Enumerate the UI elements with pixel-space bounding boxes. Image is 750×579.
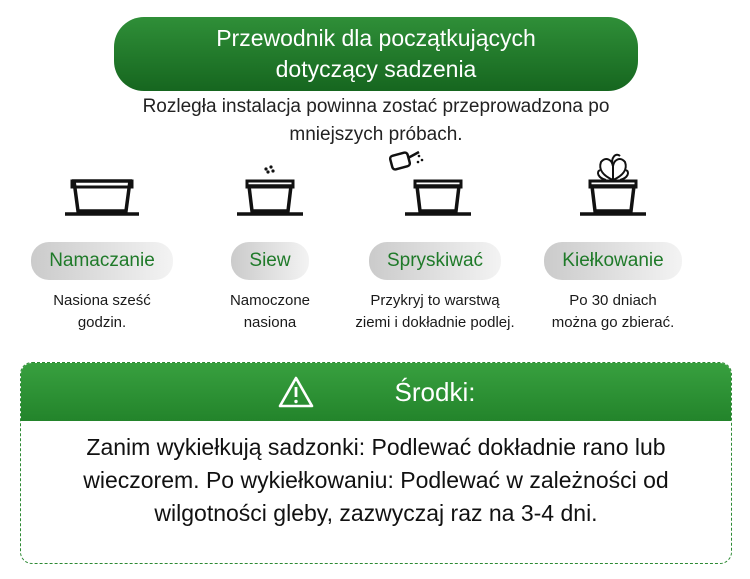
step-desc-sprouting: [523, 290, 703, 334]
precautions-header: [21, 363, 731, 421]
step-desc-sowing: [180, 290, 360, 334]
step-soaking: [12, 150, 192, 334]
step-desc-line-2: ziemi i dokładnie podlej.: [355, 314, 515, 331]
step-sowing: [180, 150, 360, 334]
warning-icon: [277, 375, 315, 409]
step-desc-line-1: Przykryj to warstwą: [370, 292, 500, 309]
precautions-title: Środki:: [394, 376, 476, 407]
step-name-sprouting: Kiełkowanie: [544, 242, 681, 280]
precautions-panel: [20, 362, 732, 564]
pot-icon: [57, 150, 147, 222]
sprouting-plant-pot-icon: [568, 150, 658, 222]
step-desc-line-1: Po 30 dniach: [569, 292, 657, 309]
step-desc-line-2: godzin.: [77, 314, 127, 331]
precautions-body: [21, 421, 731, 530]
precautions-line-2: wieczorem. Po wykiełkowaniu: Podlewać w zależności od: [83, 467, 669, 493]
step-desc-spraying: [345, 290, 525, 334]
step-spraying: [345, 150, 525, 334]
step-desc-line-2: nasiona: [243, 314, 297, 331]
step-desc-line-1: Nasiona sześć: [53, 292, 151, 309]
step-name-spraying: Spryskiwać: [369, 242, 501, 280]
subtitle-line-2: mniejszych próbach.: [289, 124, 463, 145]
subtitle: [60, 93, 692, 149]
watering-can-pot-icon: [385, 150, 485, 222]
precautions-line-3: wilgotności gleby, zazwyczaj raz na 3-4 dni.: [154, 500, 598, 526]
step-desc-line-1: Namoczone: [229, 292, 311, 309]
step-desc-soaking: [12, 290, 192, 334]
subtitle-line-1: Rozległa instalacja powinna zostać przeprowadzona po: [142, 96, 610, 117]
pot-seeds-icon: [225, 150, 315, 222]
title-line-1: Przewodnik dla początkujących: [216, 25, 536, 51]
step-name-soaking: Namaczanie: [31, 242, 173, 280]
title-banner: [114, 17, 638, 91]
step-desc-line-2: można go zbierać.: [551, 314, 675, 331]
step-name-sowing: Siew: [231, 242, 308, 280]
title-line-2: dotyczący sadzenia: [275, 56, 477, 82]
step-sprouting: [523, 150, 703, 334]
precautions-line-1: Zanim wykiełkują sadzonki: Podlewać dokładnie rano lub: [86, 434, 666, 460]
